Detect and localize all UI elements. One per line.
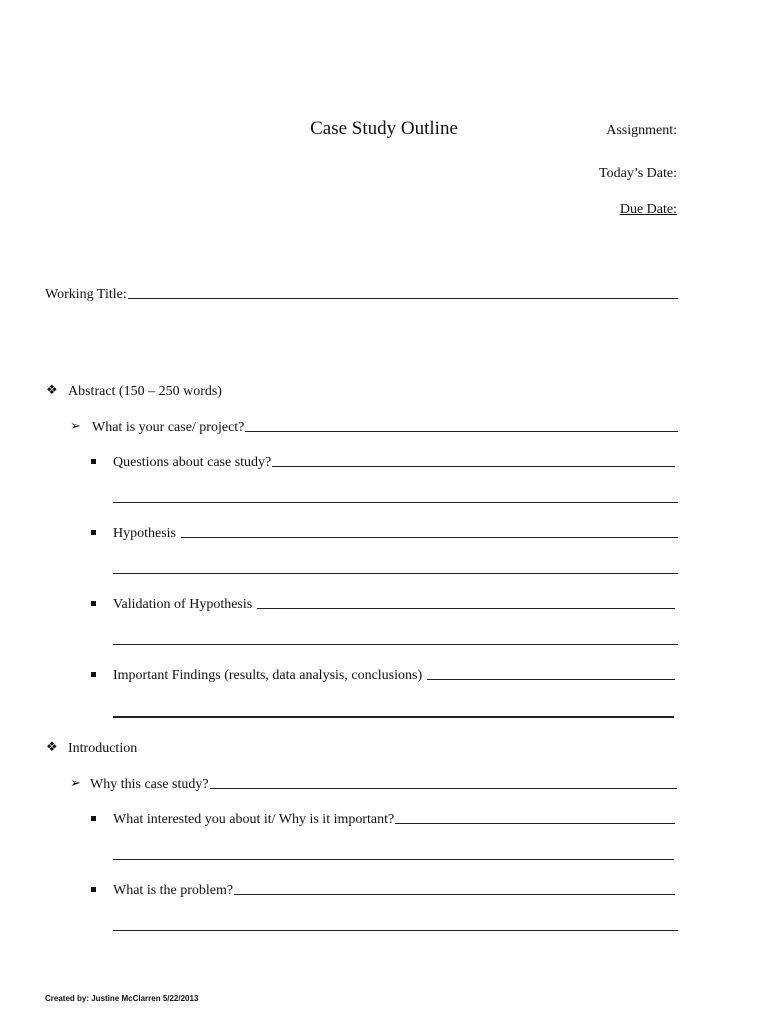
working-title-row[interactable] [45, 283, 678, 303]
todays-date-label: Today’s Date: [599, 166, 677, 181]
questions-line[interactable] [272, 466, 675, 467]
interest-line[interactable] [395, 823, 675, 824]
due-date-label: Due Date: [619, 202, 677, 217]
questions-label: Questions about case study? [113, 455, 272, 470]
why-case-line[interactable] [210, 788, 677, 789]
introduction-heading: Introduction [68, 741, 138, 756]
findings-line-2[interactable] [113, 716, 674, 718]
page-title: Case Study Outline [310, 118, 458, 139]
findings-line[interactable] [427, 679, 675, 680]
problem-line-2[interactable] [113, 930, 678, 931]
questions-line-2[interactable] [113, 502, 678, 503]
working-title-label: Working Title: [45, 287, 127, 302]
why-case-question: Why this case study? [90, 777, 209, 792]
diamond-bullet-icon: ❖ [46, 739, 58, 754]
case-project-question: What is your case/ project? [92, 420, 245, 435]
case-project-line[interactable] [245, 431, 678, 432]
arrow-bullet-icon: ➢ [70, 418, 81, 433]
hypothesis-row[interactable] [113, 522, 678, 542]
hypothesis-label: Hypothesis [113, 526, 176, 541]
interest-row[interactable] [113, 808, 675, 828]
assignment-label: Assignment: [606, 123, 677, 138]
introduction-heading-row [68, 737, 368, 757]
validation-row[interactable] [113, 593, 675, 613]
working-title-line[interactable] [128, 298, 678, 299]
hypothesis-line-2[interactable] [113, 573, 678, 574]
hypothesis-line[interactable] [181, 537, 678, 538]
validation-label: Validation of Hypothesis [113, 597, 253, 612]
findings-label: Important Findings (results, data analysis, conclusions) [113, 668, 423, 683]
footer-credit: Created by: Justine McClarren 5/22/2013 [45, 994, 199, 1003]
problem-row[interactable] [113, 879, 675, 899]
arrow-bullet-icon: ➢ [70, 775, 81, 790]
problem-label: What is the problem? [113, 883, 234, 898]
validation-line[interactable] [257, 608, 675, 609]
abstract-heading-row [68, 380, 368, 400]
abstract-heading: Abstract (150 – 250 words) [68, 384, 222, 399]
questions-row[interactable] [113, 451, 675, 471]
case-project-row[interactable] [92, 416, 678, 436]
interest-label: What interested you about it/ Why is it important? [113, 812, 395, 827]
diamond-bullet-icon: ❖ [46, 382, 58, 397]
validation-line-2[interactable] [113, 644, 678, 645]
findings-row[interactable] [113, 664, 675, 684]
problem-line[interactable] [234, 894, 675, 895]
why-case-row[interactable] [90, 773, 677, 793]
interest-line-2[interactable] [113, 859, 674, 860]
